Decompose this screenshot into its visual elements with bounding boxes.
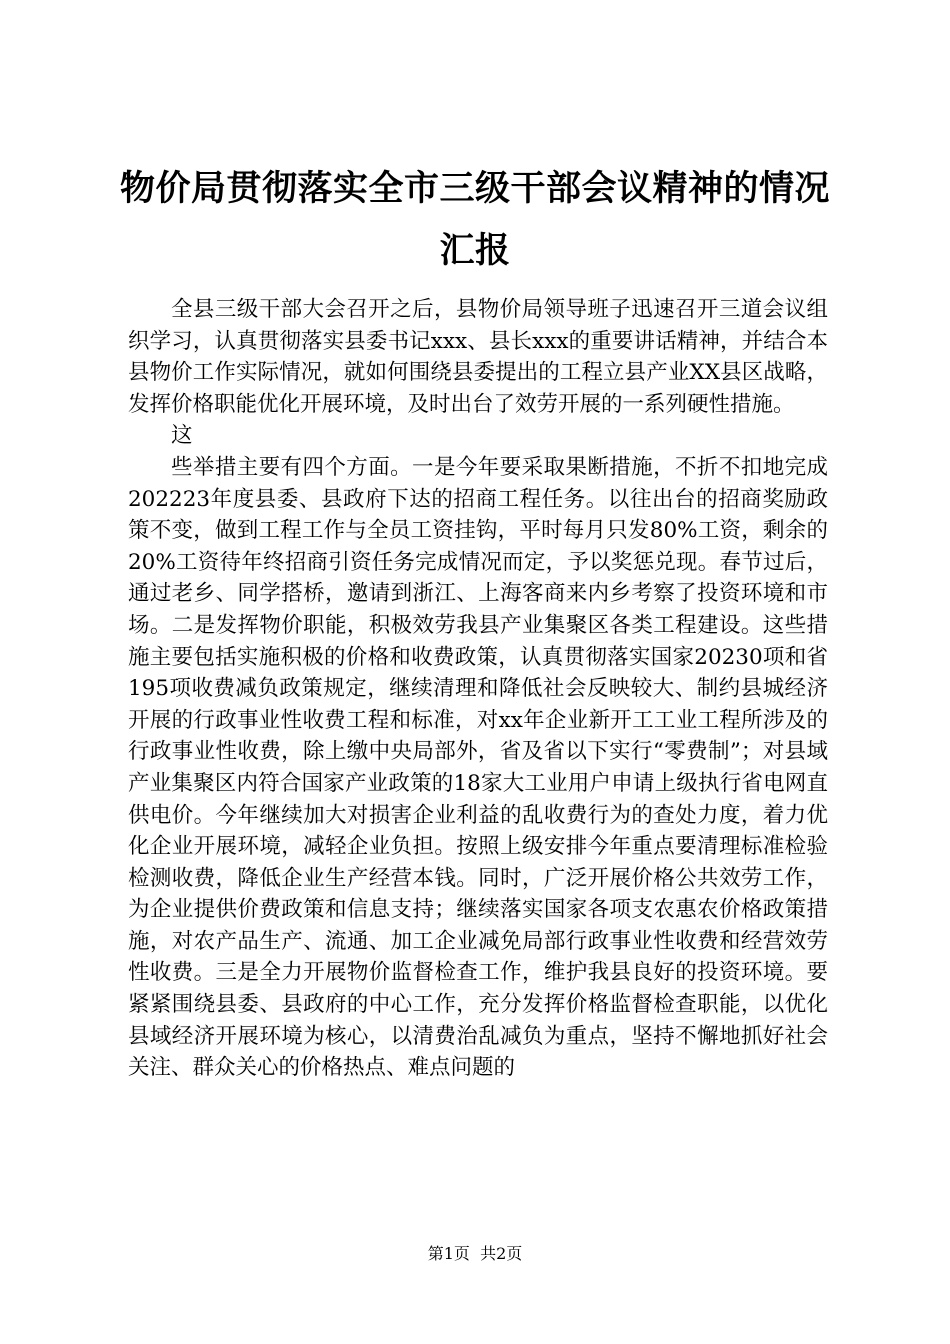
paragraph: 这: [171, 423, 193, 449]
paragraph: 些举措主要有四个方面。一是今年要采取果断措施，不折不扣地完成202223年度县委、县政府下达的招商工程任务。以往出台的招商奖励政策不变，做到工程工作与全员工资挂钩，平时每月只发80%工资，剩余的20%工资待年终招商引资任务完成情况而定，予以奖惩兑现。春节过后，通过老乡、同学搭桥，邀请到浙江、上海客商来内乡考察了投资环境和市场。二是发挥物价职能，积极效劳我县产业集聚区各类工程建设。这些措施主要包括实施积极的价格和收费政策，认真贯彻落实国家20230项和省195项收费减负政策规定，继续清理和降低社会反映较大、制约县城经济开展的行政事业性收费工程和标准，对xx年企业新开工工业工程所涉及的行政事业性收费，除上缴中央局部外，省及省以下实行“零费制”；对县域产业集聚区内符合国家产业政策的18家大工业用户申请上级执行省电网直供电价。今年继续加大对损害企业利益的乱收费行为的查处力度，着力优化企业开展环境，减轻企业负担。按照上级安排今年重点要清理标准检验检测收费，降低企业生产经营本钱。同时，广泛开展价格公共效劳工作，为企业提供价费政策和信息支持；继续落实国家各项支农惠农价格政策措施，对农产品生产、流通、加工企业减免局部行政事业性收费和经营效劳性收费。三是全力开展物价监督检查工作，维护我县良好的投资环境。要紧紧围绕县委、县政府的中心工作，充分发挥价格监督检查职能，以优化县域经济开展环境为核心，以清费治乱减负为重点，坚持不懈地抓好社会关注、群众关心的价格热点、难点问题的: [128, 454, 828, 1081]
document-body: [128, 294, 828, 1084]
page-number: 第1页 共2页: [427, 1244, 523, 1263]
paragraph: 全县三级干部大会召开之后，县物价局领导班子迅速召开三道会议组织学习，认真贯彻落实县委书记xxx、县长xxx的重要讲话精神，并结合本县物价工作实际情况，就如何围绕县委提出的工程立县产业XX县区战略，发挥价格职能优化开展环境，及时出台了效劳开展的一系列硬性措施。: [128, 297, 828, 417]
page-footer: [0, 1244, 950, 1264]
document-title: 物价局贯彻落实全市三级干部会议精神的情况汇报: [120, 169, 831, 271]
